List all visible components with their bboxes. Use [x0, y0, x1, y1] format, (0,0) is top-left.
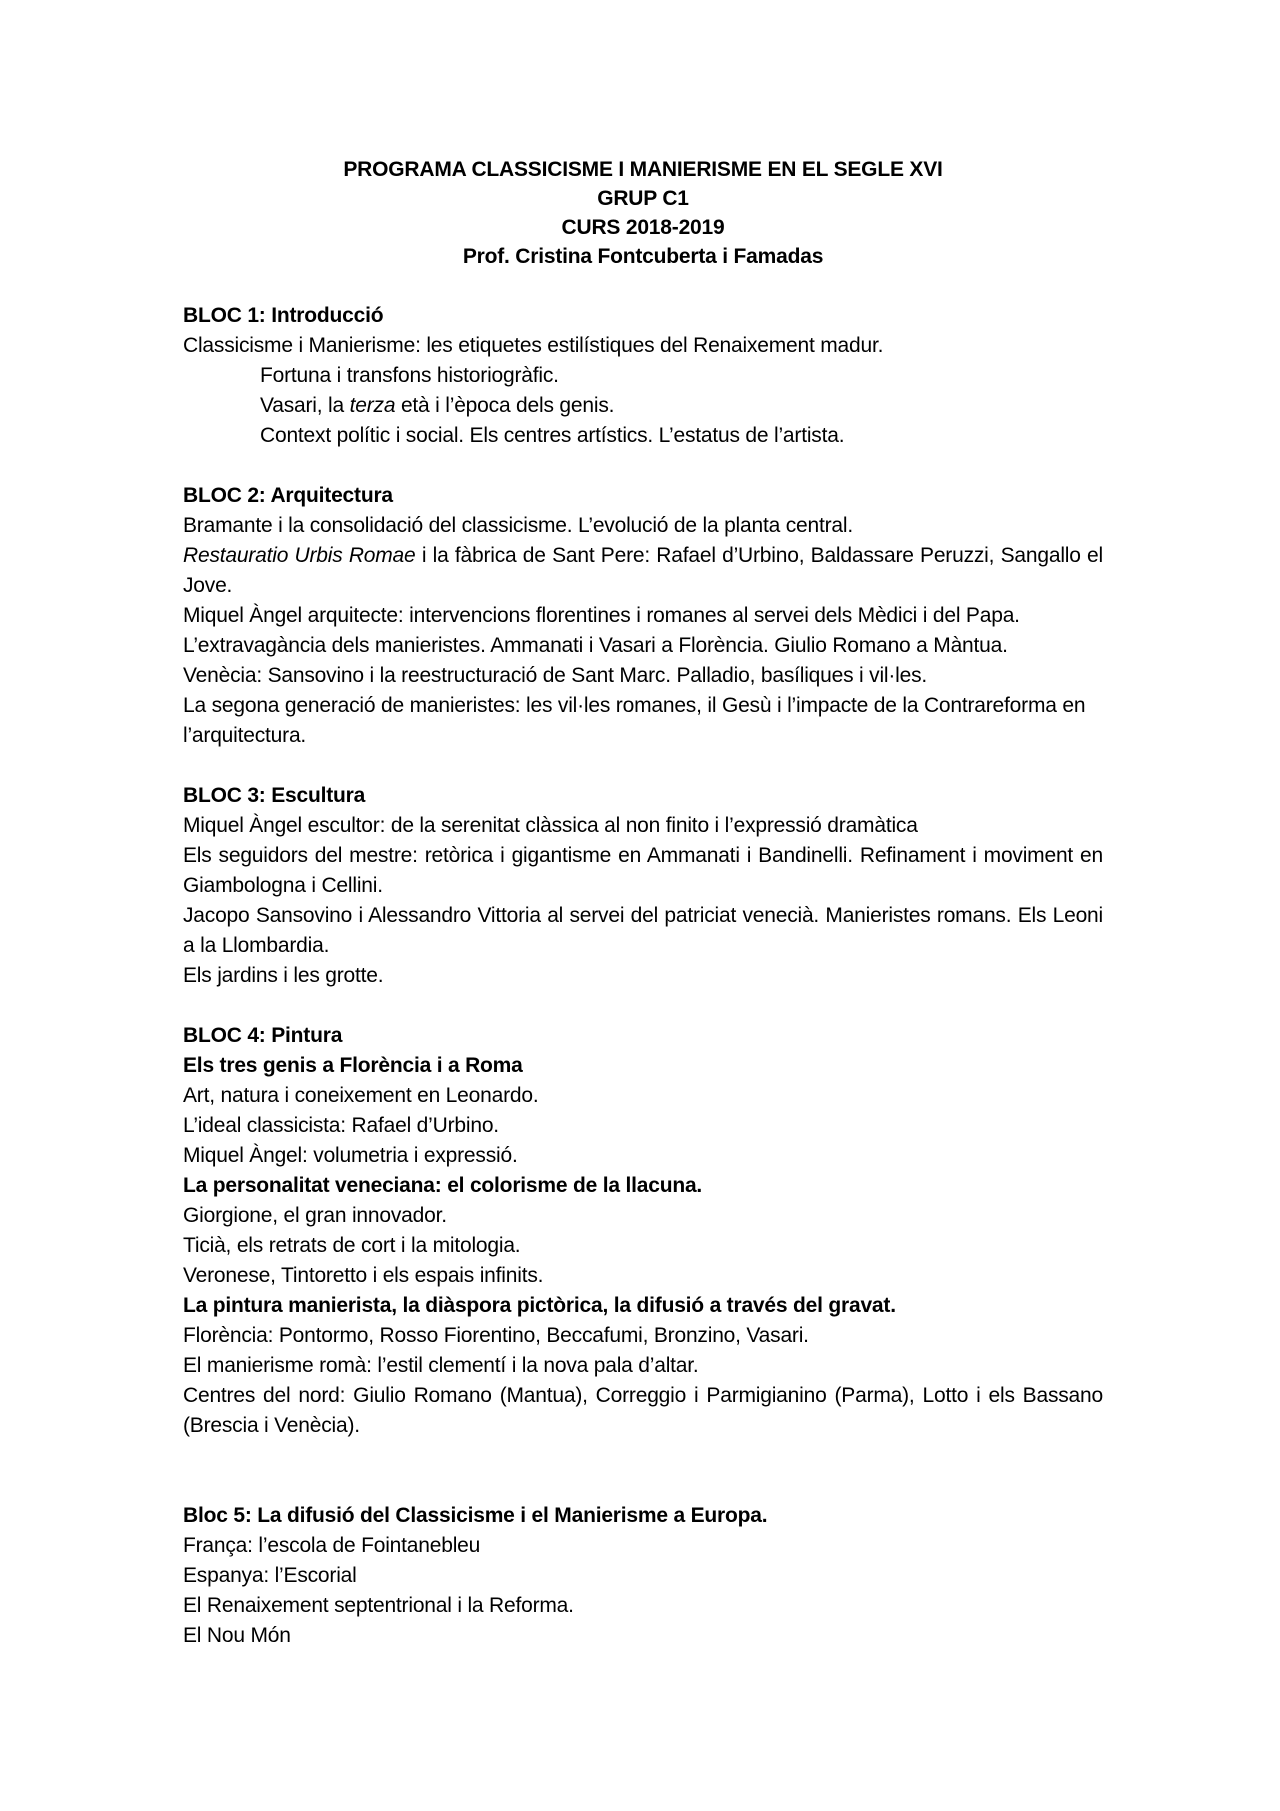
bloc2-line: Miquel Àngel arquitecte: intervencions florentines i romanes al servei dels Mèdici i del Papa.: [183, 604, 1020, 627]
bloc3-title: BLOC 3: Escultura: [183, 784, 366, 807]
bloc1-line: [183, 391, 1103, 421]
bloc4-line: Florència: Pontormo, Rosso Fiorentino, Beccafumi, Bronzino, Vasari.: [183, 1324, 809, 1347]
bloc3-line: Els jardins i les grotte.: [183, 964, 384, 987]
bloc2-line: Venècia: Sansovino i la reestructuració de Sant Marc. Palladio, basíliques i vil·les.: [183, 664, 928, 687]
text-span: età i l’època dels genis.: [395, 394, 615, 417]
text-span: i la fàbrica de Sant Pere: Rafael d’Urbino, Baldassare Peruzzi, Sangallo el Jove.: [183, 544, 1103, 597]
bloc4-line: Giorgione, el gran innovador.: [183, 1204, 447, 1227]
bloc2-title: BLOC 2: Arquitectura: [183, 484, 393, 507]
bloc1-line: Classicisme i Manierisme: les etiquetes estilístiques del Renaixement madur.: [183, 334, 884, 357]
bloc2-line: Bramante i la consolidació del classicisme. L’evolució de la planta central.: [183, 514, 853, 537]
bloc4-subtitle: Els tres genis a Florència i a Roma: [183, 1054, 523, 1077]
bloc4-line: L’ideal classicista: Rafael d’Urbino.: [183, 1114, 499, 1137]
bloc5-line: França: l’escola de Fointanebleu: [183, 1534, 481, 1557]
bloc2-line: La segona generació de manieristes: les vil·les romanes, il Gesù i l’impacte de la Contrareforma en l’arquitectura.: [183, 694, 1086, 747]
text-span: Vasari, la: [260, 394, 350, 417]
bloc1-line: Context polític i social. Els centres artístics. L’estatus de l’artista.: [260, 424, 845, 447]
bloc1-title: BLOC 1: Introducció: [183, 304, 384, 327]
bloc1-line: Fortuna i transfons historiogràfic.: [260, 364, 559, 387]
italic-term: Restauratio Urbis Romae: [183, 544, 416, 567]
bloc4-line: Centres del nord: Giulio Romano (Mantua), Correggio i Parmigianino (Parma), Lotto i els Bassano (Brescia i Venècia).: [183, 1384, 1103, 1437]
document-content: [183, 155, 1103, 1651]
bloc4-line: Art, natura i coneixement en Leonardo.: [183, 1084, 539, 1107]
bloc2-line: [183, 541, 1103, 601]
italic-term: terza: [349, 394, 396, 417]
bloc3-line: Els seguidors del mestre: retòrica i gigantisme en Ammanati i Bandinelli. Refinament i moviment en Giambologna i Cellini.: [183, 844, 1103, 897]
document-header: [183, 155, 1103, 271]
bloc5-line: Espanya: l’Escorial: [183, 1564, 357, 1587]
header-course: CURS 2018-2019: [561, 216, 725, 239]
bloc3-line: Miquel Àngel escultor: de la serenitat clàssica al non finito i l’expressió dramàtica: [183, 814, 918, 837]
bloc4-line: El manierisme romà: l’estil clementí i la nova pala d’altar.: [183, 1354, 699, 1377]
header-group: GRUP C1: [597, 187, 689, 210]
bloc5-line: El Nou Món: [183, 1624, 291, 1647]
bloc2-line: L’extravagància dels manieristes. Ammanati i Vasari a Florència. Giulio Romano a Màntua.: [183, 634, 1008, 657]
bloc5-line: El Renaixement septentrional i la Reforma.: [183, 1594, 574, 1617]
bloc4-subtitle: La personalitat veneciana: el colorisme de la llacuna.: [183, 1174, 703, 1197]
bloc4-line: Miquel Àngel: volumetria i expressió.: [183, 1144, 518, 1167]
bloc4-line: Ticià, els retrats de cort i la mitologia.: [183, 1234, 521, 1257]
bloc4-line: Veronese, Tintoretto i els espais infinits.: [183, 1264, 544, 1287]
bloc3-line: Jacopo Sansovino i Alessandro Vittoria al servei del patriciat venecià. Manieristes romans. Els Leoni a la Llombardia.: [183, 904, 1103, 957]
header-program-title: PROGRAMA CLASSICISME I MANIERISME EN EL SEGLE XVI: [343, 158, 943, 181]
bloc4-title: BLOC 4: Pintura: [183, 1024, 343, 1047]
bloc5-title: Bloc 5: La difusió del Classicisme i el Manierisme a Europa.: [183, 1504, 768, 1527]
header-professor: Prof. Cristina Fontcuberta i Famadas: [462, 245, 824, 268]
bloc4-subtitle: La pintura manierista, la diàspora pictòrica, la difusió a través del gravat.: [183, 1294, 896, 1317]
